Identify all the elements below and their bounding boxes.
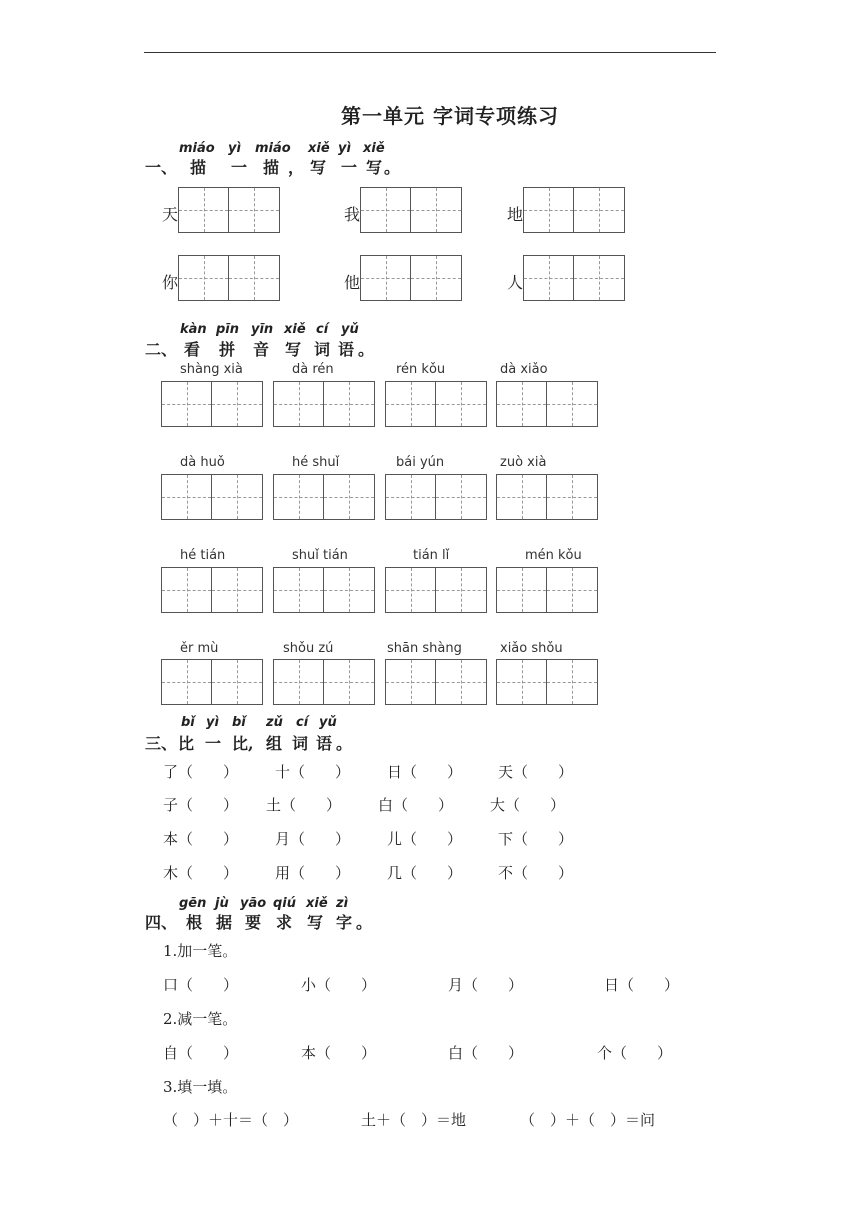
pinyin: zǔ — [266, 715, 283, 730]
word-pinyin: hé tián — [180, 548, 226, 563]
writing-grid[interactable] — [273, 474, 375, 520]
pinyin: xiě — [363, 141, 385, 156]
word-pinyin: xiǎo shǒu — [500, 641, 563, 656]
pinyin: miáo — [255, 141, 291, 156]
word-pinyin: dà huǒ — [180, 455, 225, 470]
writing-grid[interactable] — [273, 381, 375, 427]
heading-char: 写 — [285, 340, 302, 359]
pinyin: yì — [228, 141, 241, 156]
heading-char: 语 — [316, 734, 333, 753]
word-pinyin: tián lǐ — [413, 548, 450, 563]
answer-item[interactable]: 个（ ） — [597, 1044, 673, 1062]
question-label: 3.填一填。 — [163, 1078, 238, 1096]
word-pinyin: dà xiǎo — [500, 362, 548, 377]
answer-item[interactable]: 小（ ） — [301, 976, 377, 994]
pinyin: xiě — [306, 896, 328, 911]
pinyin: yīn — [251, 322, 274, 337]
heading-char: 。 — [336, 734, 353, 753]
writing-grid[interactable] — [385, 567, 487, 613]
pinyin: pīn — [216, 322, 240, 337]
trace-char: 人 — [507, 273, 524, 292]
trace-char: 你 — [162, 273, 179, 292]
word-pinyin: shàng xià — [180, 362, 243, 377]
pinyin: kàn — [180, 322, 207, 337]
word-pinyin: rén kǒu — [396, 362, 446, 377]
writing-grid[interactable] — [360, 187, 462, 233]
writing-grid[interactable] — [496, 474, 598, 520]
writing-grid[interactable] — [178, 255, 280, 301]
writing-grid[interactable] — [161, 567, 263, 613]
word-pinyin: shān shàng — [387, 641, 462, 656]
heading-char: 据 — [216, 913, 233, 932]
answer-item[interactable]: 日（ ） — [604, 976, 680, 994]
pinyin: zì — [336, 896, 349, 911]
pinyin: jù — [215, 896, 229, 911]
word-pinyin: shǒu zú — [283, 641, 334, 656]
compare-item[interactable]: 子（ ） — [163, 796, 239, 814]
writing-grid[interactable] — [161, 659, 263, 705]
heading-char: 字 — [336, 913, 353, 932]
compare-item[interactable]: 木（ ） — [163, 864, 239, 882]
section-2-number: 二、 — [145, 340, 178, 359]
compare-item[interactable]: 天（ ） — [498, 763, 574, 781]
writing-grid[interactable] — [178, 187, 280, 233]
compare-item[interactable]: 月（ ） — [275, 830, 351, 848]
compare-item[interactable]: 日（ ） — [387, 763, 463, 781]
pinyin: xiě — [308, 141, 330, 156]
heading-char: 。 — [356, 913, 373, 932]
answer-item[interactable]: 白（ ） — [448, 1044, 524, 1062]
heading-char: 一 — [205, 734, 222, 753]
equation-item[interactable]: （ ）＋十＝（ ） — [163, 1111, 299, 1129]
writing-grid[interactable] — [496, 659, 598, 705]
section-3-number: 三、 — [145, 734, 178, 753]
heading-char: 描 — [190, 158, 207, 177]
writing-grid[interactable] — [161, 381, 263, 427]
writing-grid[interactable] — [161, 474, 263, 520]
word-pinyin: mén kǒu — [525, 548, 582, 563]
heading-char: ， — [288, 158, 305, 177]
trace-char: 天 — [162, 205, 179, 224]
compare-item[interactable]: 十（ ） — [275, 763, 351, 781]
writing-grid[interactable] — [523, 255, 625, 301]
heading-char: 描 — [263, 158, 280, 177]
pinyin: yì — [206, 715, 219, 730]
compare-item[interactable]: 本（ ） — [163, 830, 239, 848]
trace-char: 地 — [507, 205, 524, 224]
equation-item[interactable]: （ ）＋（ ）＝问 — [520, 1111, 656, 1129]
heading-char: 音 — [253, 340, 270, 359]
writing-grid[interactable] — [523, 187, 625, 233]
heading-char: 写 — [307, 913, 324, 932]
heading-char: 。 — [358, 340, 375, 359]
pinyin: yǔ — [341, 322, 359, 337]
pinyin: yǔ — [319, 715, 337, 730]
trace-char: 他 — [344, 273, 361, 292]
heading-char: 要 — [245, 913, 262, 932]
compare-item[interactable]: 了（ ） — [163, 763, 239, 781]
pinyin: cí — [296, 715, 309, 730]
writing-grid[interactable] — [496, 567, 598, 613]
heading-char: 词 — [292, 734, 309, 753]
writing-grid[interactable] — [385, 474, 487, 520]
compare-item[interactable]: 大（ ） — [490, 796, 566, 814]
heading-char: 写 — [366, 158, 383, 177]
compare-item[interactable]: 几（ ） — [387, 864, 463, 882]
answer-item[interactable]: 本（ ） — [301, 1044, 377, 1062]
heading-char: 词 — [314, 340, 331, 359]
question-label: 1.加一笔。 — [163, 942, 238, 960]
word-pinyin: bái yún — [396, 455, 445, 470]
pinyin: yāo — [240, 896, 267, 911]
writing-grid[interactable] — [385, 381, 487, 427]
question-label: 2.减一笔。 — [163, 1010, 238, 1028]
section-1-number: 一、 — [145, 158, 178, 177]
heading-char: 组 — [266, 734, 283, 753]
word-pinyin: shuǐ tián — [292, 548, 348, 563]
pinyin: bǐ — [181, 715, 195, 730]
word-pinyin: zuò xià — [500, 455, 547, 470]
compare-item[interactable]: 用（ ） — [275, 864, 351, 882]
compare-item[interactable]: 下（ ） — [498, 830, 574, 848]
pinyin: yì — [338, 141, 351, 156]
heading-char: 比 — [178, 734, 195, 753]
section-4-number: 四、 — [145, 913, 178, 932]
equation-item[interactable]: 土＋（ ）＝地 — [361, 1111, 467, 1129]
answer-item[interactable]: 自（ ） — [163, 1044, 239, 1062]
heading-char: 根 — [186, 913, 203, 932]
pinyin: bǐ — [232, 715, 246, 730]
heading-char: 语 — [338, 340, 355, 359]
compare-item[interactable]: 白（ ） — [378, 796, 454, 814]
heading-char: 看 — [184, 340, 201, 359]
heading-char: 拼 — [219, 340, 236, 359]
heading-char: 比, — [232, 734, 254, 753]
page-title: 第一单元 字词专项练习 — [341, 104, 559, 128]
heading-char: 写 — [310, 158, 327, 177]
pinyin: miáo — [179, 141, 215, 156]
compare-item[interactable]: 儿（ ） — [387, 830, 463, 848]
writing-grid[interactable] — [273, 567, 375, 613]
word-pinyin: dà rén — [292, 362, 334, 377]
pinyin: qiú — [273, 896, 297, 911]
writing-grid[interactable] — [385, 659, 487, 705]
pinyin: xiě — [284, 322, 306, 337]
writing-grid[interactable] — [496, 381, 598, 427]
top-rule — [144, 52, 716, 53]
heading-char: 。 — [384, 158, 401, 177]
heading-char: 一 — [341, 158, 358, 177]
heading-char: 求 — [276, 913, 293, 932]
answer-item[interactable]: 月（ ） — [448, 976, 524, 994]
word-pinyin: ěr mù — [180, 641, 219, 656]
answer-item[interactable]: 口（ ） — [163, 976, 239, 994]
writing-grid[interactable] — [360, 255, 462, 301]
writing-grid[interactable] — [273, 659, 375, 705]
compare-item[interactable]: 土（ ） — [266, 796, 342, 814]
heading-char: 一 — [231, 158, 248, 177]
pinyin: gēn — [179, 896, 207, 911]
word-pinyin: hé shuǐ — [292, 455, 340, 470]
trace-char: 我 — [344, 205, 361, 224]
pinyin: cí — [316, 322, 329, 337]
compare-item[interactable]: 不（ ） — [498, 864, 574, 882]
